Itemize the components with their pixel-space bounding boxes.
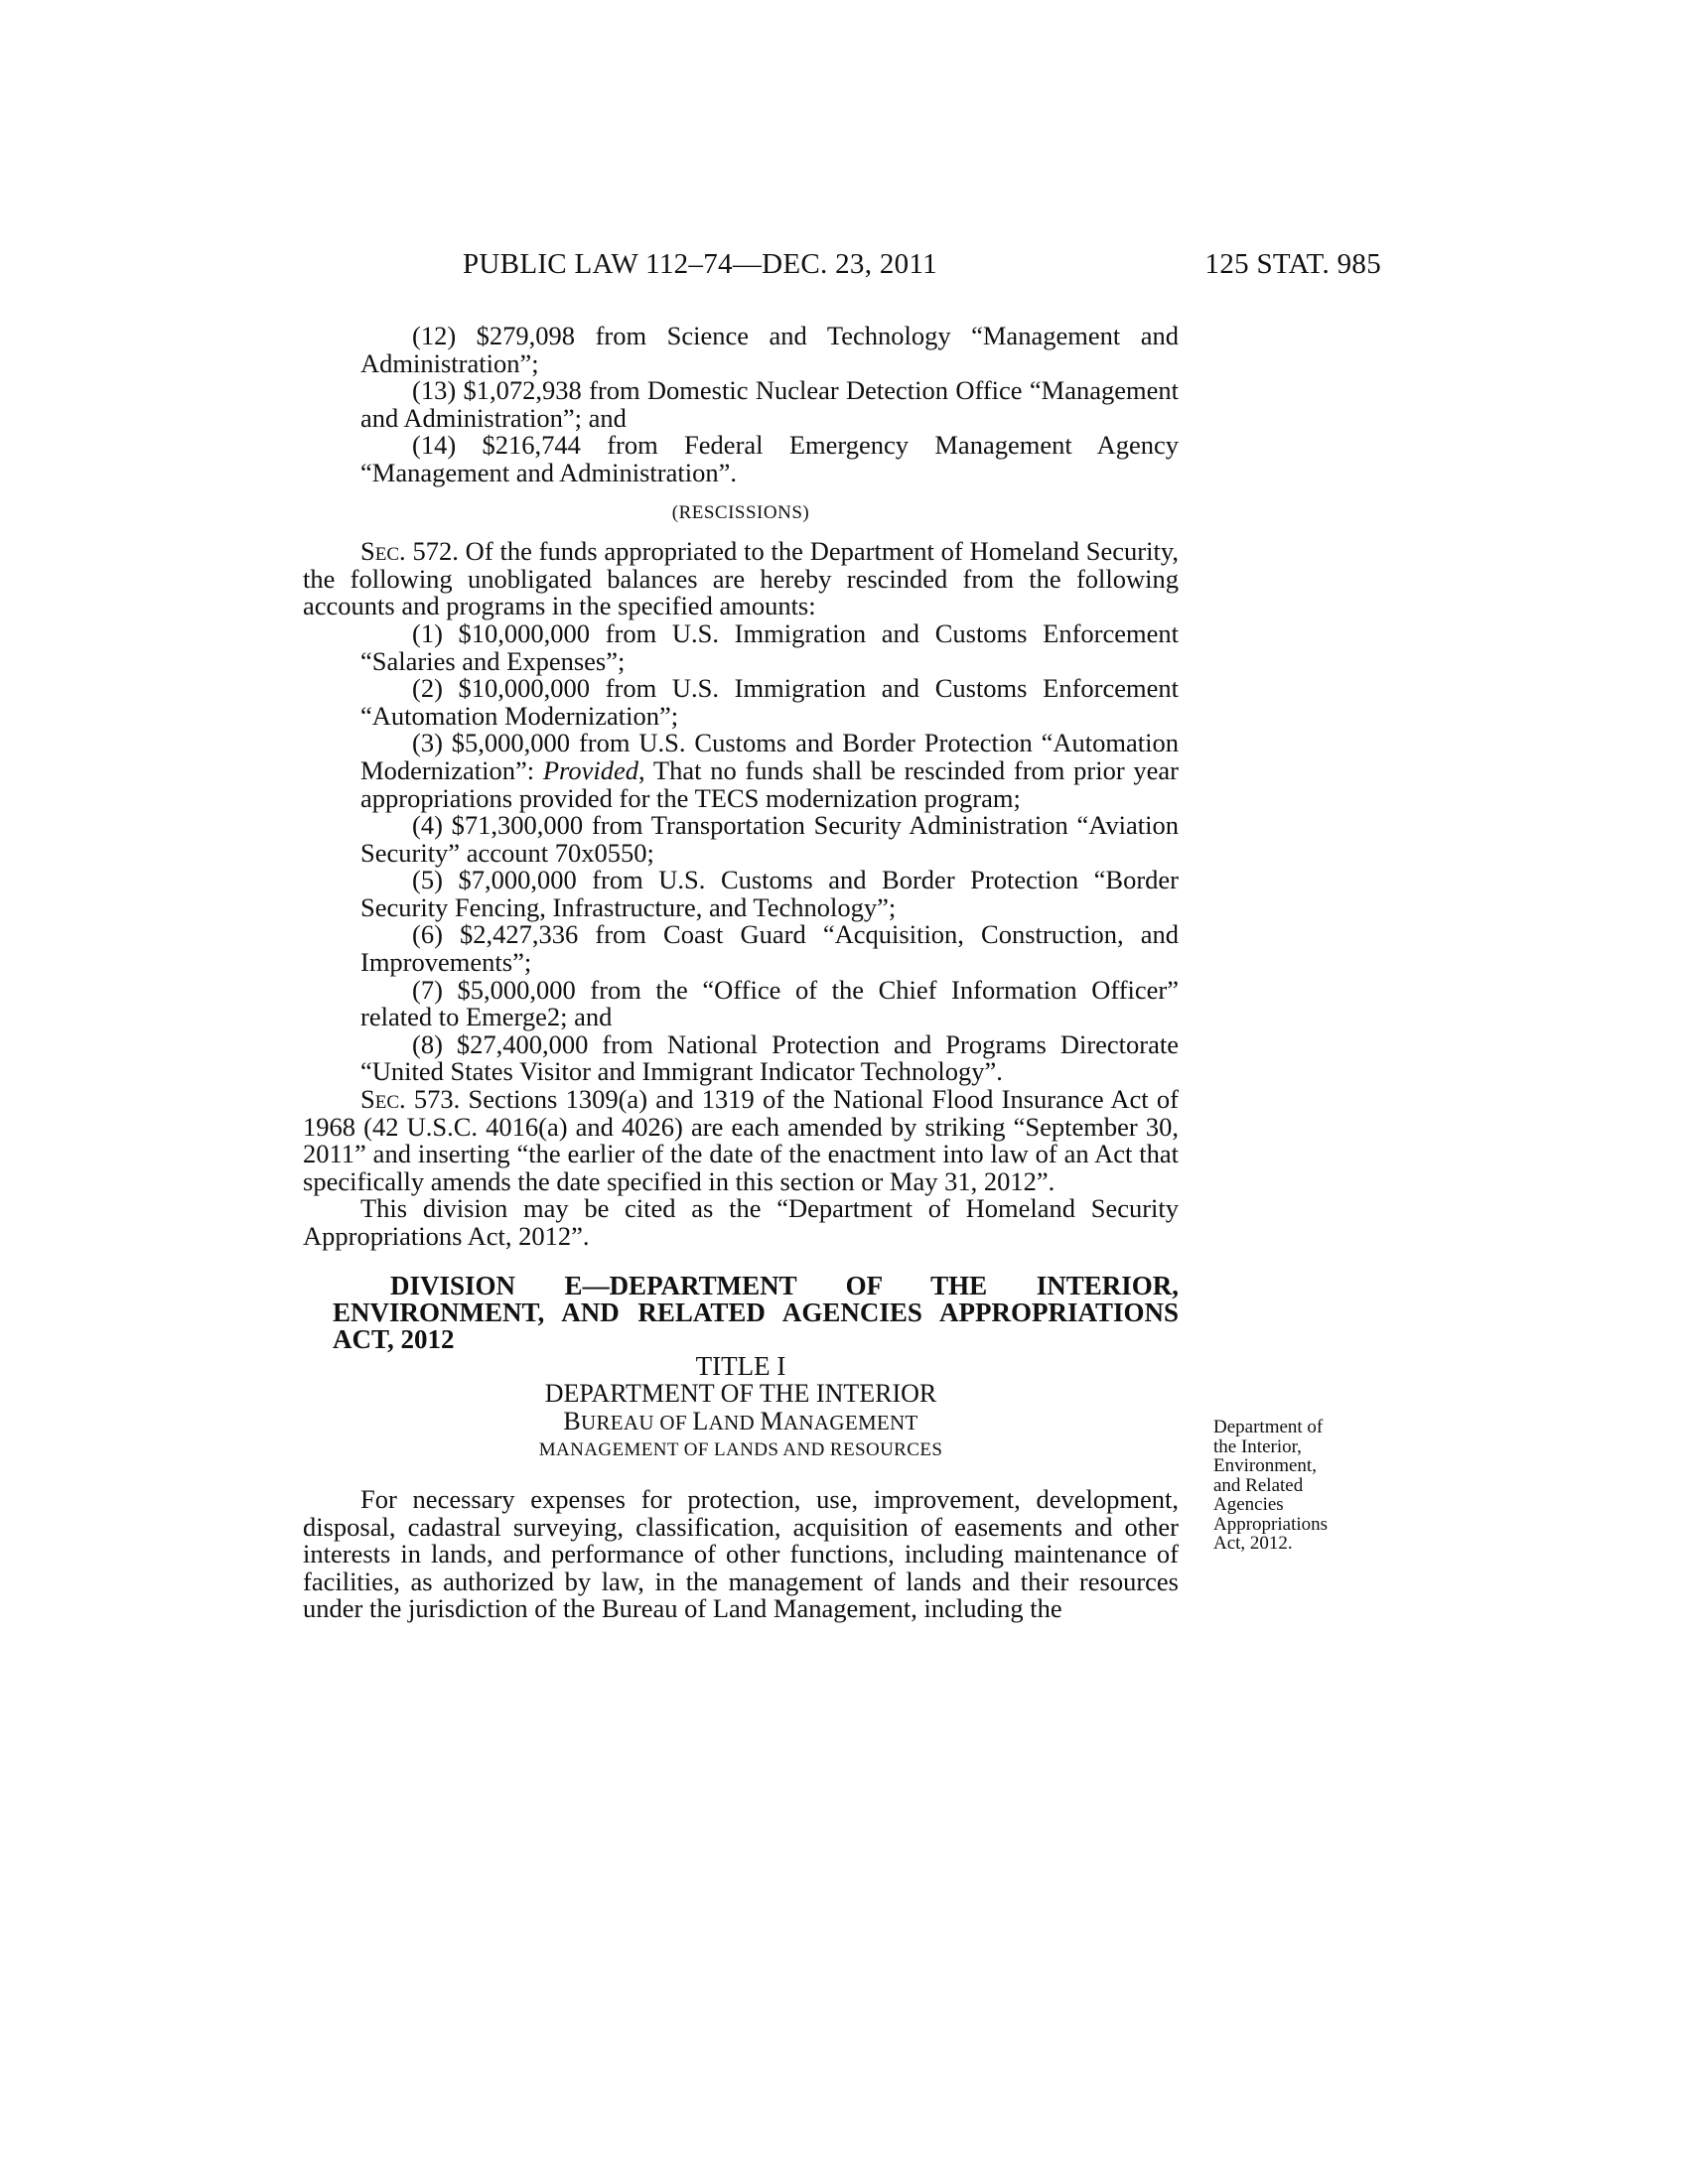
management-rest: ANAGEMENT [782, 1410, 918, 1434]
list-item: (1) $10,000,000 from U.S. Immigration and Customs Enforcement “Salaries and Expenses”; [360, 617, 1179, 676]
list-item: (8) $27,400,000 from National Protection and Programs Directorate “United States Visitor and Immigrant Indicator Technology”. [360, 1028, 1179, 1087]
list-item-3 [303, 730, 1179, 812]
list-item: (2) $10,000,000 from U.S. Immigration and Customs Enforcement “Automation Modernization”; [360, 673, 1179, 731]
page-header [463, 248, 1381, 288]
management-initial: M [760, 1406, 783, 1435]
bureau-initial: B [563, 1406, 581, 1435]
margin-note-line: Agencies [1213, 1494, 1284, 1515]
land-initial: L [692, 1406, 709, 1435]
section-572-text: 572. Of the funds appropriated to the Department of Homeland Security, the following unobligated balances are hereby rescinded from the following accounts and programs in the specified amounts: [303, 536, 1179, 621]
margin-note-line: Environment, [1213, 1455, 1317, 1476]
list-item: (5) $7,000,000 from U.S. Customs and Border Protection “Border Security Fencing, Infrastructure, and Technology”; [360, 865, 1179, 922]
section-label: Sec. [360, 1084, 406, 1115]
list-item: (14) $216,744 from Federal Emergency Management Agency “Management and Administration”. [360, 430, 1179, 487]
appropriation-paragraph: For necessary expenses for protection, use, improvement, development, disposal, cadastral surveying, classification, acquisition of easements and other interests in lands, and performance of other functions, including maintenance of facilities, as authorized by law, in the management of lands and their resources under the jurisdiction of the Bureau of Land Management, including the [303, 1483, 1179, 1624]
statute-page-number: 125 STAT. 985 [1204, 248, 1381, 280]
rescissions-caption: (RESCISSIONS) [671, 501, 810, 523]
division-heading: DIVISION E—DEPARTMENT OF THE INTERIOR, ENVIRONMENT, AND RELATED AGENCIES APPROPRIATIONS ACT, 2012 [333, 1270, 1179, 1354]
item-3-text-cont: , That no funds shall be rescinded from prior year appropriations provided for the TECS modernization program; [360, 754, 1179, 813]
item-3-text: (3) $5,000,000 from U.S. Customs and Border Protection “Automation Modernization”: [360, 728, 1179, 785]
provided-italic: Provided [542, 754, 639, 785]
section-572 [303, 538, 1179, 620]
subheading: MANAGEMENT OF LANDS AND RESOURCES [538, 1439, 943, 1461]
citation-paragraph: This division may be cited as the “Department of Homeland Security Appropriations Act, 2012”. [303, 1193, 1179, 1251]
section-573 [303, 1086, 1179, 1195]
margin-note [1213, 1418, 1382, 1554]
public-law-title: PUBLIC LAW 112–74—DEC. 23, 2011 [463, 248, 937, 280]
margin-note-line: and Related [1213, 1474, 1304, 1496]
section-573-text: 573. Sections 1309(a) and 1319 of the National Flood Insurance Act of 1968 (42 U.S.C. 4016(a) and 4026) are each amended by striking “September 30, 2011” and inserting “the earlier of the date of the enactment into law of an Act that specifically amends the date specified in this section or May 31, 2012”. [303, 1084, 1179, 1196]
bureau-rest: UREAU OF [581, 1410, 687, 1434]
margin-note-line: Act, 2012. [1213, 1533, 1293, 1554]
land-rest: AND [708, 1410, 755, 1434]
bureau-heading [303, 1408, 1179, 1437]
margin-note-line: the Interior, [1213, 1435, 1302, 1457]
list-item: (6) $2,427,336 from Coast Guard “Acquisition, Construction, and Improvements”; [360, 919, 1179, 978]
list-item: (7) $5,000,000 from the “Office of the Chief Information Officer” related to Emerge2; and [360, 974, 1179, 1032]
division-e-block [303, 1270, 1179, 1354]
department-heading: DEPARTMENT OF THE INTERIOR [544, 1379, 937, 1409]
document-body [303, 323, 1179, 1623]
margin-note-line: Appropriations [1213, 1513, 1329, 1535]
list-item: (13) $1,072,938 from Domestic Nuclear Detection Office “Management and Administration”; and [360, 375, 1179, 433]
list-item: (12) $279,098 from Science and Technology “Management and Administration”; [360, 321, 1179, 378]
section-label: Sec. [360, 536, 406, 567]
title-heading: TITLE I [695, 1350, 786, 1381]
list-item: (4) $71,300,000 from Transportation Security Administration “Aviation Security” account 70x0550; [360, 810, 1179, 868]
margin-note-line: Department of [1213, 1417, 1324, 1437]
